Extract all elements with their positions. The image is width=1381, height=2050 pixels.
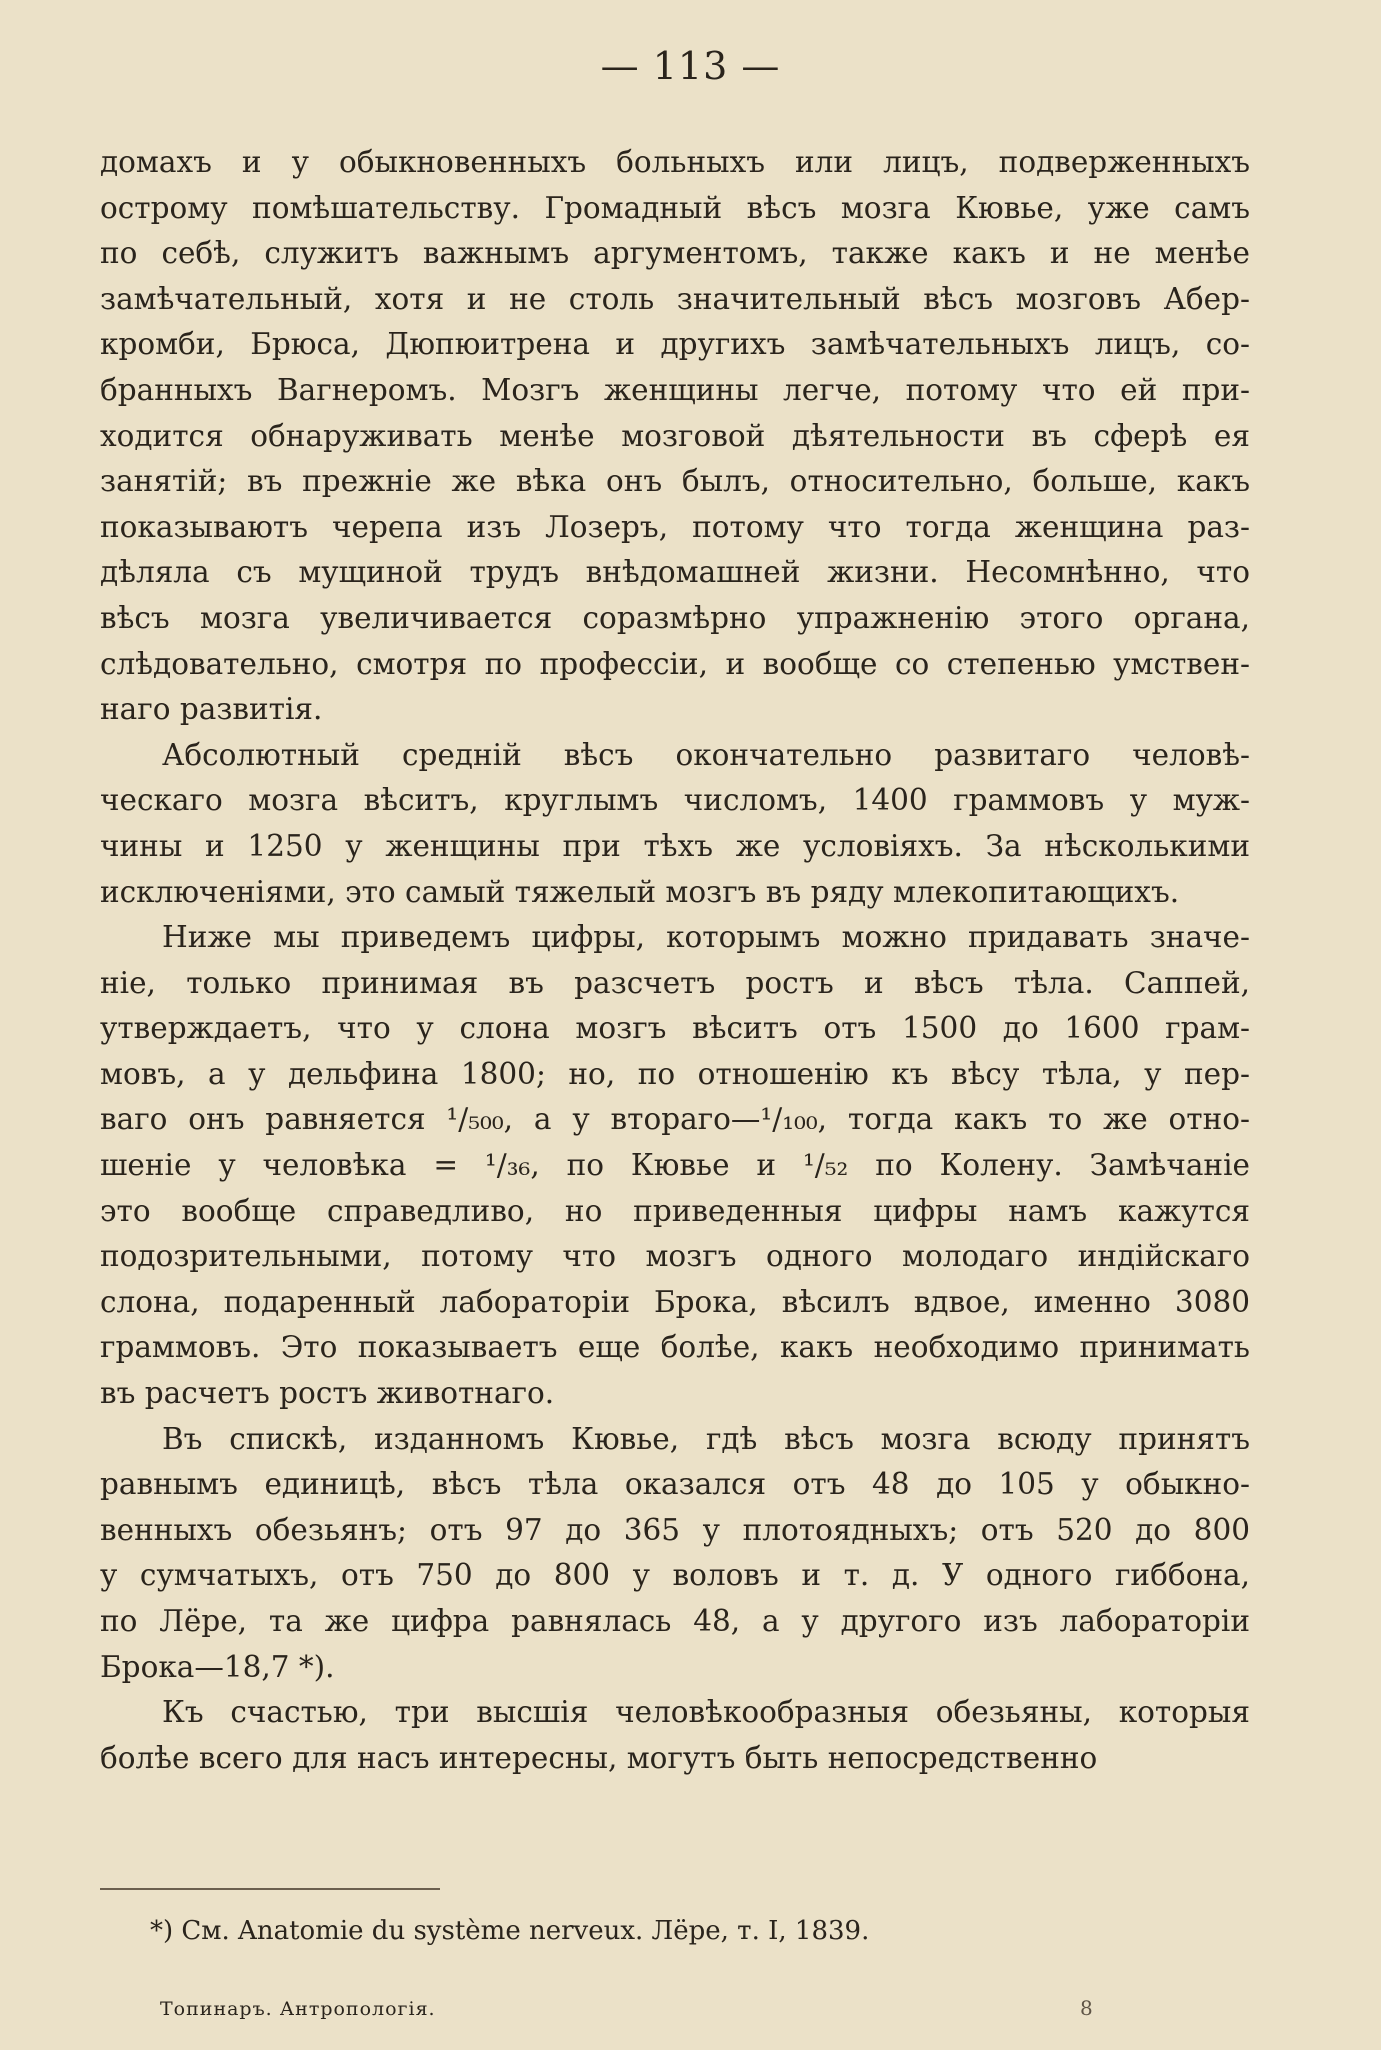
text-line: дѣляла съ мущиной трудъ внѣдомашней жизни. Несомнѣнно, что bbox=[100, 555, 1250, 590]
footnote: *) См. Anatomie du système nerveux. Лёре, т. I, 1839. bbox=[150, 1916, 870, 1946]
body-text bbox=[100, 140, 1250, 1781]
text-line: замѣчательный, хотя и не столь значительный вѣсъ мозговъ Абер- bbox=[100, 281, 1250, 316]
text-line: по себѣ, служитъ важнымъ аргументомъ, также какъ и не менѣе bbox=[100, 236, 1250, 271]
text-line: мовъ, а у дельфина 1800; но, по отношенію къ вѣсу тѣла, у пер- bbox=[100, 1056, 1250, 1091]
text-line: Ниже мы приведемъ цифры, которымъ можно придавать значе- bbox=[162, 920, 1250, 955]
text-line: утверждаетъ, что у слона мозгъ вѣситъ отъ 1500 до 1600 грам- bbox=[100, 1011, 1250, 1046]
text-line: у сумчатыхъ, отъ 750 до 800 у воловъ и т. д. У одного гиббона, bbox=[100, 1558, 1250, 1593]
text-line: болѣе всего для насъ интересны, могутъ быть непосредственно bbox=[100, 1740, 1098, 1775]
paragraph bbox=[100, 140, 1250, 733]
text-line: ческаго мозга вѣситъ, круглымъ числомъ, 1400 граммовъ у муж- bbox=[100, 783, 1250, 818]
text-line: наго развитія. bbox=[100, 692, 323, 727]
text-line: венныхъ обезьянъ; отъ 97 до 365 у плотоядныхъ; отъ 520 до 800 bbox=[100, 1512, 1250, 1547]
text-line: исключеніями, это самый тяжелый мозгъ въ ряду млекопитающихъ. bbox=[100, 874, 1180, 909]
text-line: домахъ и у обыкновенныхъ больныхъ или лицъ, подверженныхъ bbox=[100, 145, 1250, 179]
text-line: занятій; въ прежніе же вѣка онъ былъ, относительно, больше, какъ bbox=[100, 464, 1250, 499]
text-line: граммовъ. Это показываетъ еще болѣе, какъ необходимо принимать bbox=[100, 1330, 1250, 1365]
signature-line: Топинаръ. Антропологія. bbox=[160, 1998, 436, 2020]
text-line: въ расчетъ ростъ животнаго. bbox=[100, 1376, 555, 1411]
text-line: чины и 1250 у женщины при тѣхъ же условіяхъ. За нѣсколькими bbox=[100, 828, 1250, 863]
text-line: Къ счастью, три высшія человѣкообразныя обезьяны, которыя bbox=[162, 1695, 1250, 1730]
text-line: ніе, только принимая въ разсчетъ ростъ и вѣсъ тѣла. Саппей, bbox=[100, 965, 1250, 1000]
text-line: подозрительными, потому что мозгъ одного молодаго индійскаго bbox=[100, 1239, 1250, 1274]
text-line: слѣдовательно, смотря по профессіи, и вообще со степенью умствен- bbox=[100, 646, 1250, 681]
text-line: Брока—18,7 *). bbox=[100, 1649, 335, 1684]
page-number: — 113 — bbox=[600, 44, 781, 88]
paragraph bbox=[100, 1690, 1250, 1781]
text-line: это вообще справедливо, но приведенныя цифры намъ кажутся bbox=[100, 1193, 1250, 1228]
text-line: вѣсъ мозга увеличивается соразмѣрно упражненію этого органа, bbox=[100, 600, 1250, 635]
paragraph bbox=[100, 915, 1250, 1417]
sheet-mark: 8 bbox=[1080, 1996, 1093, 2020]
text-line: ходится обнаруживать менѣе мозговой дѣятельности въ сферѣ ея bbox=[100, 418, 1250, 453]
text-line: Абсолютный средній вѣсъ окончательно развитаго человѣ- bbox=[162, 737, 1250, 772]
text-line: острому помѣшательству. Громадный вѣсъ мозга Кювье, уже самъ bbox=[100, 190, 1250, 225]
text-line: по Лёре, та же цифра равнялась 48, а у другого изъ лабораторіи bbox=[100, 1604, 1250, 1638]
text-line: слона, подаренный лабораторіи Брока, вѣсилъ вдвое, именно 3080 bbox=[100, 1284, 1250, 1319]
paragraph bbox=[100, 733, 1250, 915]
text-line: равнымъ единицѣ, вѣсъ тѣла оказался отъ 48 до 105 у обыкно- bbox=[100, 1467, 1250, 1502]
text-line: ваго онъ равняется ¹/₅₀₀, а у втораго—¹/₁₀₀, тогда какъ то же отно- bbox=[100, 1102, 1250, 1137]
text-line: бранныхъ Вагнеромъ. Мозгъ женщины легче, потому что ей при- bbox=[100, 372, 1250, 407]
text-line: кромби, Брюса, Дюпюитрена и другихъ замѣчательныхъ лицъ, со- bbox=[100, 327, 1250, 362]
text-line: шеніе у человѣка = ¹/₃₆, по Кювье и ¹/₅₂ по Колену. Замѣчаніе bbox=[100, 1148, 1250, 1183]
footnote-divider bbox=[100, 1888, 440, 1890]
text-line: Въ спискѣ, изданномъ Кювье, гдѣ вѣсъ мозга всюду принятъ bbox=[162, 1421, 1250, 1456]
text-line: показываютъ черепа изъ Лозеръ, потому что тогда женщина раз- bbox=[100, 509, 1250, 544]
paragraph bbox=[100, 1417, 1250, 1691]
